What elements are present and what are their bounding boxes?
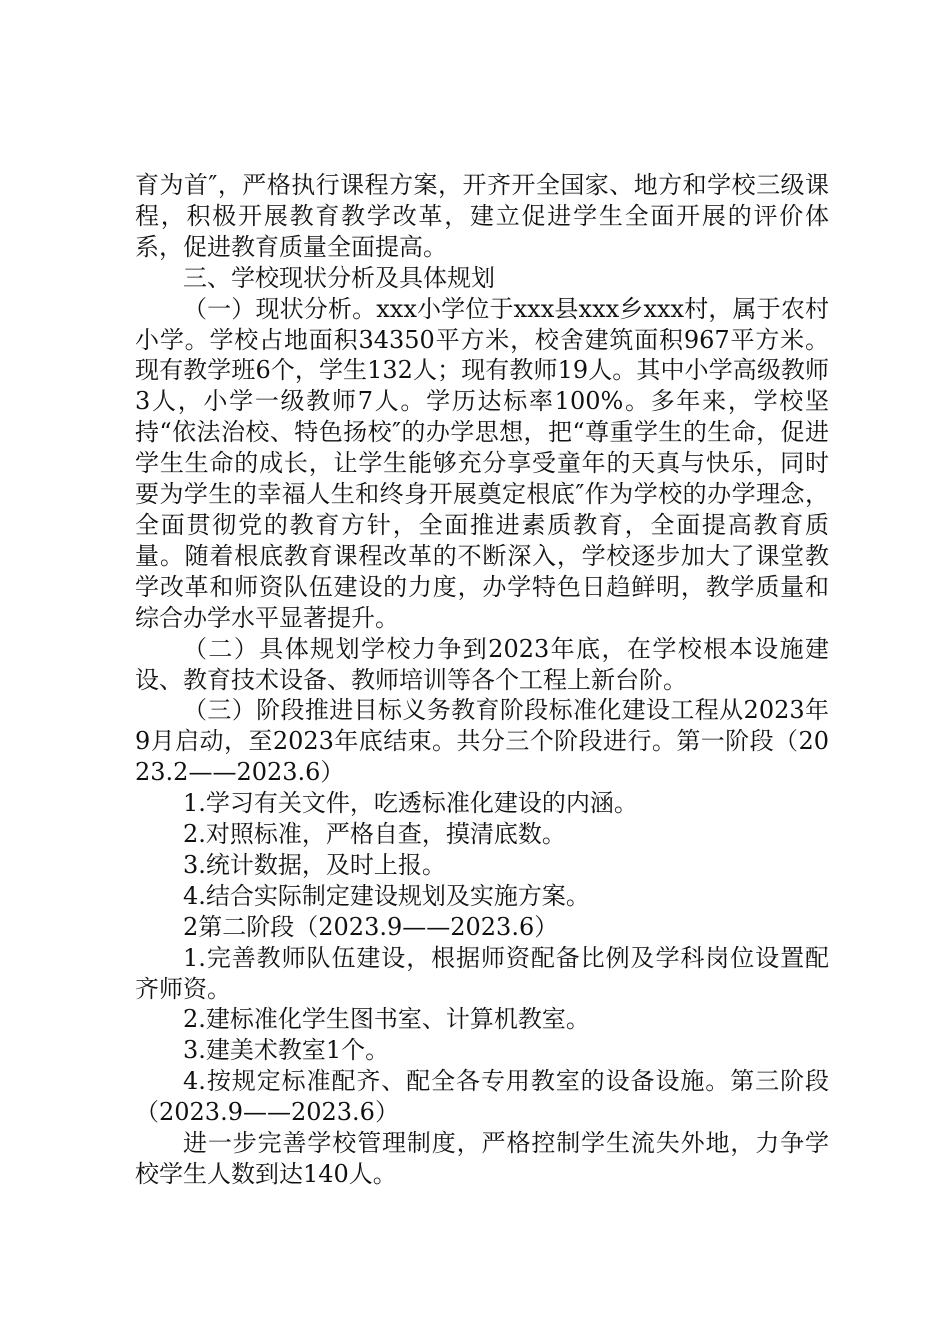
paragraph-status-analysis: （一）现状分析。xxx小学位于xxx县xxx乡xxx村，属于农村小学。学校占地面积34350平方米，校舍建筑面积967平方米。现有教学班6个，学生132人；现有教师19人。其中小学高级教师3人，小学一级教师7人。学历达标率100%。多年来，学校坚持“依法治校、特色扬校″的办学思想，把“尊重学生的生命，促进学生生命的成长，让学生能够充分享受童年的天真与快乐，同时要为学生的幸福人生和终身开展奠定根底″作为学校的办学理念，全面贯彻党的教育方针，全面推进素质教育，全面提高教育质量。随着根底教育课程改革的不断深入，学校逐步加大了课堂教学改革和师资队伍建设的力度，办学特色日趋鲜明，教学质量和综合办学水平显著提升。 (135, 294, 829, 632)
list-item: 1.完善教师队伍建设，根据师资配备比例及学科岗位设置配齐师资。 (135, 943, 829, 1003)
list-item: 3.建美术教室1个。 (183, 1036, 390, 1065)
document-body (135, 170, 829, 1190)
paragraph-continuation: 育为首″，严格执行课程方案，开齐开全国家、地方和学校三级课程，积极开展教育教学改革，建立促进学生全面开展的评价体系，促进教育质量全面提高。 (135, 171, 829, 261)
list-item: 3.统计数据，及时上报。 (183, 850, 446, 879)
paragraph-specific-plan: （二）具体规划学校力争到2023年底，在学校根本设施建设、教育技术设备、教师培训等各个工程上新台阶。 (135, 634, 829, 694)
list-item: 4.按规定标准配齐、配全各专用教室的设备设施。第三阶段（2023.9——2023.6） (135, 1067, 829, 1127)
list-item: 4.结合实际制定建设规划及实施方案。 (183, 881, 590, 910)
section-heading: 三、学校现状分析及具体规划 (183, 263, 495, 292)
list-item: 1.学习有关文件，吃透标准化建设的内涵。 (183, 789, 638, 818)
list-item: 2.对照标准，严格自查，摸清底数。 (183, 820, 566, 849)
stage-two-heading: 2第二阶段（2023.9——2023.6） (183, 912, 559, 941)
list-item: 2.建标准化学生图书室、计算机教室。 (183, 1005, 590, 1034)
paragraph-closing: 进一步完善学校管理制度，严格控制学生流失外地，力争学校学生人数到达140人。 (135, 1129, 829, 1188)
paragraph-stage-goals: （三）阶段推进目标义务教育阶段标准化建设工程从2023年9月启动，至2023年底结束。共分三个阶段进行。第一阶段（2023.2——2023.6） (135, 696, 829, 787)
